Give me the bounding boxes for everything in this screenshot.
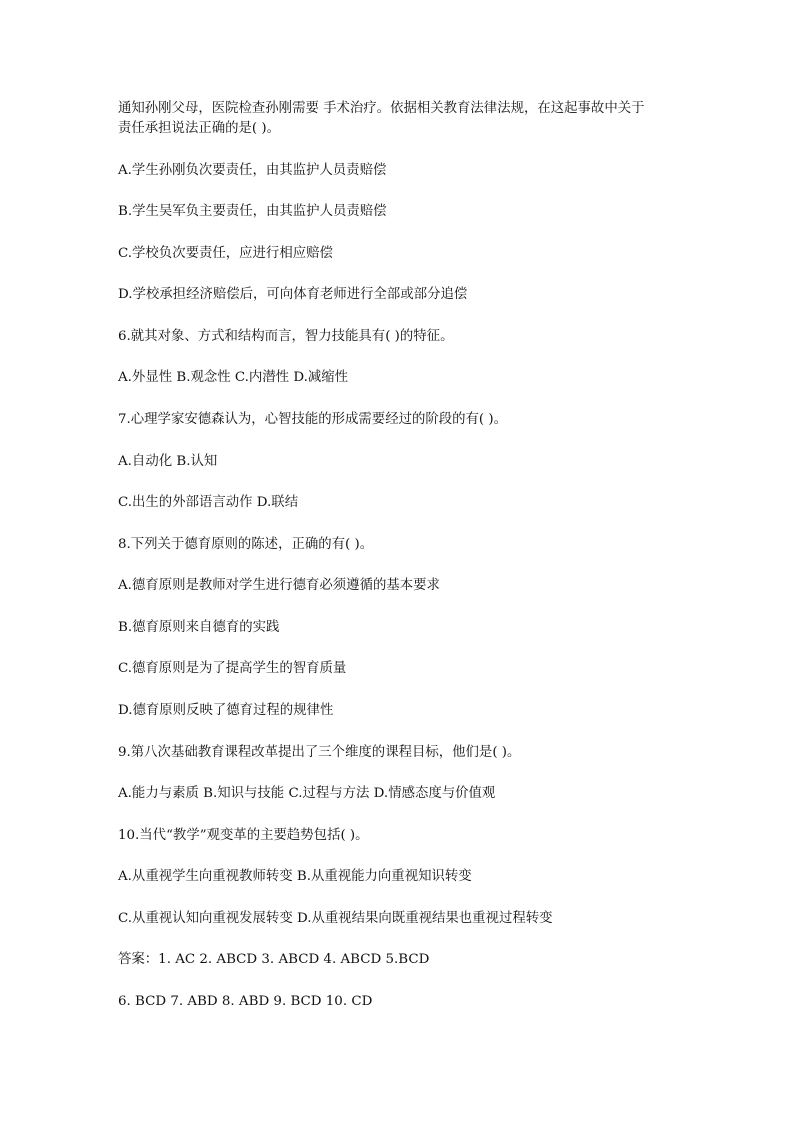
q7-stem: 7.心理学家安德森认为，心智技能的形成需要经过的阶段的有( )。 bbox=[118, 412, 508, 427]
q8-option-d: D.德育原则反映了德育过程的规律性 bbox=[118, 703, 334, 718]
q9-options: A.能力与素质 B.知识与技能 C.过程与方法 D.情感态度与价值观 bbox=[118, 786, 496, 801]
q10-stem: 10.当代“教学”观变革的主要趋势包括( )。 bbox=[118, 828, 369, 843]
q9-stem: 9.第八次基础教育课程改革提出了三个维度的课程目标，他们是( )。 bbox=[118, 745, 521, 760]
q5-option-c: C.学校负次要责任，应进行相应赔偿 bbox=[118, 246, 333, 261]
q10-options-cd: C.从重视认知向重视发展转变 D.从重视结果向既重视结果也重视过程转变 bbox=[118, 911, 553, 926]
intro-line-1: 通知孙刚父母，医院检查孙刚需要 手术治疗。依据相关教育法律法规，在这起事故中关于 bbox=[118, 101, 645, 116]
q6-options: A.外显性 B.观念性 C.内潜性 D.减缩性 bbox=[118, 370, 349, 385]
intro-line-2: 责任承担说法正确的是( )。 bbox=[118, 121, 281, 136]
answers-line-2: 6. BCD 7. ABD 8. ABD 9. BCD 10. CD bbox=[118, 994, 373, 1009]
q5-option-b: B.学生吴军负主要责任，由其监护人员责赔偿 bbox=[118, 204, 387, 219]
q8-option-c: C.德育原则是为了提高学生的智育质量 bbox=[118, 661, 347, 676]
q7-options-ab: A.自动化 B.认知 bbox=[118, 454, 218, 469]
q6-stem: 6.就其对象、方式和结构而言，智力技能具有( )的特征。 bbox=[118, 329, 454, 344]
answers-line-1: 答案：1. AC 2. ABCD 3. ABCD 4. ABCD 5.BCD bbox=[118, 952, 430, 967]
q5-option-d: D.学校承担经济赔偿后，可向体育老师进行全部或部分追偿 bbox=[118, 287, 468, 302]
q8-option-b: B.德育原则来自德育的实践 bbox=[118, 620, 280, 635]
q7-options-cd: C.出生的外部语言动作 D.联结 bbox=[118, 495, 299, 510]
q10-options-ab: A.从重视学生向重视教师转变 B.从重视能力向重视知识转变 bbox=[118, 869, 472, 884]
q8-option-a: A.德育原则是教师对学生进行德育必须遵循的基本要求 bbox=[118, 578, 440, 593]
q8-stem: 8.下列关于德育原则的陈述，正确的有( )。 bbox=[118, 537, 374, 552]
q5-option-a: A.学生孙刚负次要责任，由其监护人员责赔偿 bbox=[118, 163, 387, 178]
